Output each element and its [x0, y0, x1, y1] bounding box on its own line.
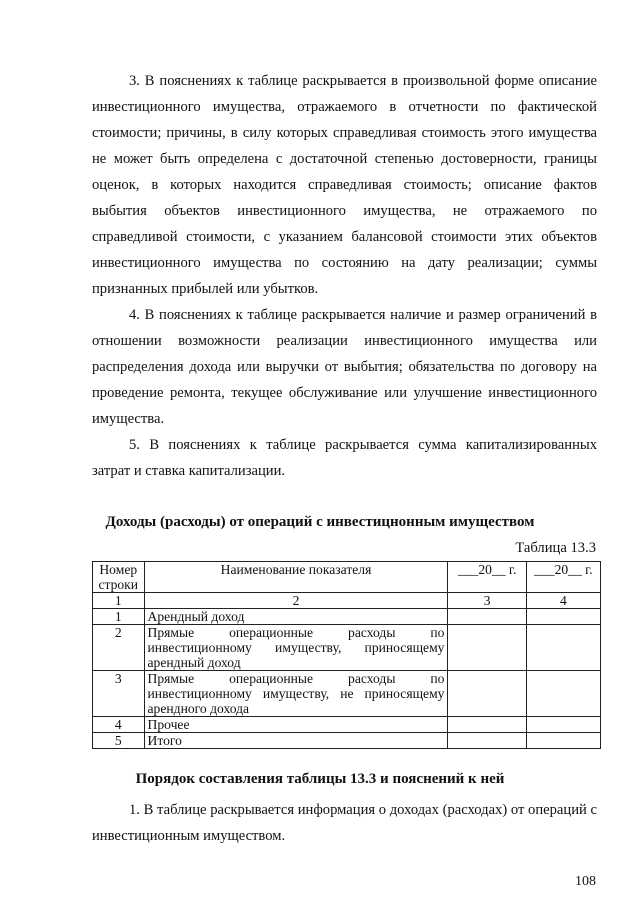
row-name-line: инвестиционному имуществу, не приносящему	[147, 686, 445, 701]
table-row	[93, 733, 601, 749]
paragraph-3	[92, 68, 597, 302]
final-paragraph-text: 1. В таблице раскрывается информация о доходах (расходах) от операций с инвестиционным имуществом.	[92, 802, 597, 844]
row-value-year-1	[448, 717, 526, 733]
row-value-year-2	[526, 671, 600, 717]
column-number-row	[93, 593, 601, 609]
table-row	[93, 625, 601, 671]
paragraph-3-text: 3. В пояснениях к таблице раскрывается в произвольной форме описание инвестиционного имущества, отражаемого в отчетности по фактической стоимости; причины, в силу которых справедливая стоимость этого имущества не может быть определена с достаточной степенью достоверности, границы оценок, в которых находится справедливая стоимость; описание фактов выбытия объектов инвестиционного имущества, не отражаемого по справедливой стоимости, с указанием балансовой стоимости этих объектов инвестиционного имущества по состоянию на дату реализации; суммы признанных прибылей или убытков.	[92, 73, 597, 297]
row-name-line: Итого	[147, 733, 182, 748]
row-number: 1	[93, 609, 145, 625]
header-row-number-line2: строки	[98, 577, 139, 592]
row-name-line: Прямые операционные расходы по	[147, 625, 445, 640]
table-row	[93, 717, 601, 733]
row-name	[144, 733, 448, 749]
row-name	[144, 609, 448, 625]
row-name-line: арендный доход	[147, 655, 241, 670]
row-name-line: арендного дохода	[147, 701, 250, 716]
header-year-1: ___20__ г.	[448, 562, 526, 593]
row-number: 3	[93, 671, 145, 717]
table-row	[93, 609, 601, 625]
row-name-line: инвестиционному имуществу, приносящему	[147, 640, 445, 655]
row-value-year-2	[526, 625, 600, 671]
section-heading: Порядок составления таблицы 13.3 и пояснений к ней	[135, 771, 505, 787]
row-number: 4	[93, 717, 145, 733]
final-paragraph	[92, 797, 597, 849]
header-row-number	[93, 562, 145, 593]
paragraph-5	[92, 432, 597, 484]
column-number-3: 3	[448, 593, 526, 609]
row-value-year-1	[448, 625, 526, 671]
page-number: 108	[575, 874, 596, 889]
column-number-4: 4	[526, 593, 600, 609]
table-title: Доходы (расходы) от операций с инвестицнонным имуществом	[105, 514, 535, 530]
row-value-year-1	[448, 671, 526, 717]
row-value-year-2	[526, 733, 600, 749]
header-year-2: ___20__ г.	[526, 562, 600, 593]
row-name-line: Прямые операционные расходы по	[147, 671, 445, 686]
column-number-2: 2	[144, 593, 448, 609]
row-number: 5	[93, 733, 145, 749]
table-header-row	[93, 562, 601, 593]
paragraph-5-text: 5. В пояснениях к таблице раскрывается сумма капитализированных затрат и ставка капитализации.	[92, 437, 597, 479]
row-value-year-1	[448, 733, 526, 749]
header-indicator-name: Наименование показателя	[144, 562, 448, 593]
paragraph-4-text: 4. В пояснениях к таблице раскрывается наличие и размер ограничений в отношении возможности реализации инвестиционного имущества или распределения дохода или выручки от выбытия; обязательства по договору на проведение ремонта, текущее обслуживание или улучшение инвестиционного имущества.	[92, 307, 597, 427]
investment-income-table	[92, 561, 601, 749]
row-value-year-2	[526, 717, 600, 733]
paragraph-4	[92, 302, 597, 432]
row-name	[144, 671, 448, 717]
row-value-year-1	[448, 609, 526, 625]
row-name	[144, 717, 448, 733]
row-name	[144, 625, 448, 671]
column-number-1: 1	[93, 593, 145, 609]
row-number: 2	[93, 625, 145, 671]
row-name-line: Прочее	[147, 717, 190, 732]
row-value-year-2	[526, 609, 600, 625]
table-row	[93, 671, 601, 717]
row-name-line: Арендный доход	[147, 609, 245, 624]
table-number-label: Таблица 13.3	[515, 540, 596, 556]
header-row-number-line1: Номер	[99, 562, 138, 577]
